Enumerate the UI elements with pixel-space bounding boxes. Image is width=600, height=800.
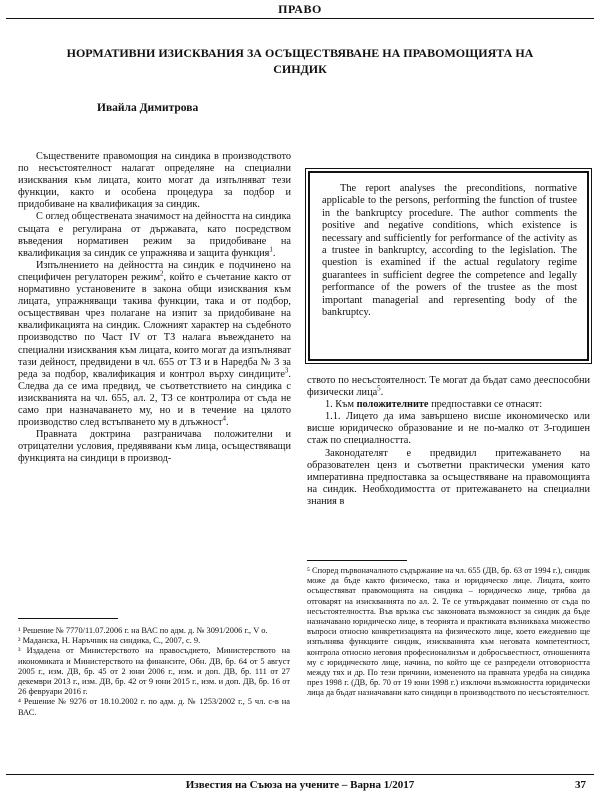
footnote: ² Маданска, Н. Наръчник на синдика, С., 2007, с. 9. <box>18 636 201 646</box>
footer-divider <box>6 774 594 775</box>
footnote: ⁵ Според първоначалното съдържание на чл. 655 (ДВ, бр. 63 от 1994 г.), синдик може да бъде както физическо, така и юридическо лице. Лицата, които осъществяват правомощията на синдика – юридическо лице, трябва да отговарят на изискванията по ал. 2. Те се утвърждават поименно от съда по несъстоятелността. Във връзка със законовата възможност за синдик да бъде назначавано юридическо лице, в теорията и практиката възникваха множество въпроси относно конкретизацията на физическото лице, което ежедневно ще изпълнява функциите синдик, изискванията към неговата компетентност, контрола относно неговия професионализъм и добросъвестност, отношенията му с юридическото лице, начина, по който ще се разпредели отговорността между тях и др. По тези причини, измененото на правната уредба на синдика през 1998 г. (ДВ, бр. 70 от 19 юни 1998 г.) изключи възможността юридически лица да бъдат назначавани като синдици в производството по несъстоятелност. <box>307 566 590 698</box>
footnote-ref[interactable]: 3 <box>284 366 289 375</box>
paragraph: 1. Към положителните предпоставки се отнасят: <box>325 399 543 411</box>
footnote-ref[interactable]: 5 <box>377 384 381 393</box>
footnote-divider <box>18 618 118 619</box>
article-author: Ивайла Димитрова <box>97 102 199 114</box>
footnote-ref[interactable]: 1 <box>269 245 273 254</box>
abstract-text: The report analyses the preconditions, normative applicable to the persons, performing the function of trustee in the bankruptcy procedure. The author comments the positive and negative conditions, which existence is necessary and sufficiently for performance of the activity as a trustee in bankruptcy, according to the legislation. The question is examined if the actual regulatory regime guarantees in sufficient degree the competence and legally performance of the powers of the trustee as the most important managerial and representing body of the bankruptcy. <box>322 183 577 319</box>
abstract-box <box>308 171 589 361</box>
page-number: 37 <box>575 779 586 791</box>
left-column <box>18 151 291 465</box>
emphasis: положителните <box>356 399 429 411</box>
header-divider <box>6 18 594 19</box>
footnote: ⁴ Решение № 9276 от 18.10.2002 г. по адм. д. № 1253/2002 г., 5 чл. с-в на ВАС. <box>18 697 290 717</box>
footnote: ³ Издадена от Министерството на правосъдието, Министерството на икономиката и Министерството на финансите, Обн. ДВ, бр. 64 от 5 август 2005 г., изм. ДВ, бр. 45 от 2 юни 2006 г., изм. и доп. ДВ, бр. 111 от 27 декември 2013 г., изм. ДВ, бр. 42 от 9 юни 2015 г., изм. и доп. ДВ, бр. 16 от 26 февруари 2016 г. <box>18 646 290 697</box>
paragraph: Правната доктрина разграничава положителни и отрицателни условия, предявявани към лица, осъществяващи функцията на синдици в производ- <box>18 429 291 465</box>
right-column <box>307 375 590 508</box>
section-label: ПРАВО <box>278 2 322 16</box>
paragraph: Съществените правомощия на синдика в производството по несъстоятелност налагат определяне на специални изисквания към лицата, които могат да изпълняват тези функции, както и особена процедура за подбор и придобиване на квалификация за синдик. <box>18 151 291 211</box>
running-header <box>0 0 600 24</box>
paragraph: 1.1. Лицето да има завършено висше икономическо или висше юридическо образование и не по-малко от 3-годишен стаж по специалността. <box>307 411 590 447</box>
footnotes-left <box>18 626 290 718</box>
footnote-ref[interactable]: 4 <box>222 414 226 423</box>
journal-citation: Известия на Съюза на учените – Варна 1/2017 <box>185 779 415 791</box>
footnotes-right <box>307 566 590 699</box>
article-title: НОРМАТИВНИ ИЗИСКВАНИЯ ЗА ОСЪЩЕСТВЯВАНЕ НА ПРАВОМОЩИЯТА НА СИНДИК <box>66 46 534 76</box>
paragraph: Законодателят е предвидил притежаването на образователен ценз и съответни практически умения като императивна предпоставка за осъществяване на правомощията на синдик. Необходимостта от притежаването на специални знания в <box>307 447 590 507</box>
paragraph: ството по несъстоятелност. Те могат да бъдат само дееспособни физически лица$^5$. <box>307 375 590 399</box>
footnote-divider <box>307 560 407 561</box>
paragraph: Изпълнението на дейността на синдик е подчинено на специфичен регулаторен режим$^2$, който е съчетание както от нормативно установените в закона общи изисквания към лицата, упражняващи такива функции, така и от подбор, осъществяван чрез полагане на изпит за придобиване на квалификацията на синдик. Сложният характер на съдебното производство по Част IV от ТЗ налага въвеждането на специални изисквания към лицата, които могат да изпълняват тази дейност, предвидени в чл. 655 от ТЗ и в Наредба № 3 за реда за подбор, квалификация и контрол върху синдиците$^3$. Следва да се има предвид, че съответствието на синдика с изискванията на чл. 655, ал. 2, ТЗ се контролира от съда не само при назначаването му, но и в течение на цялото производство след встъпването му в длъжност$^4$. <box>18 259 291 429</box>
footnote-ref[interactable]: 2 <box>159 269 164 278</box>
footnote: ¹ Решение № 7770/11.07.2006 г. на ВАС по адм. д. № 3091/2006 г., V о. <box>18 626 268 635</box>
paragraph: С оглед обществената значимост на дейността на синдика същата е регулирана от държавата, като посредством въведения нормативен режим за придобиване на квалификация за синдик се упражнява и защита функция$^1$. <box>18 211 291 259</box>
